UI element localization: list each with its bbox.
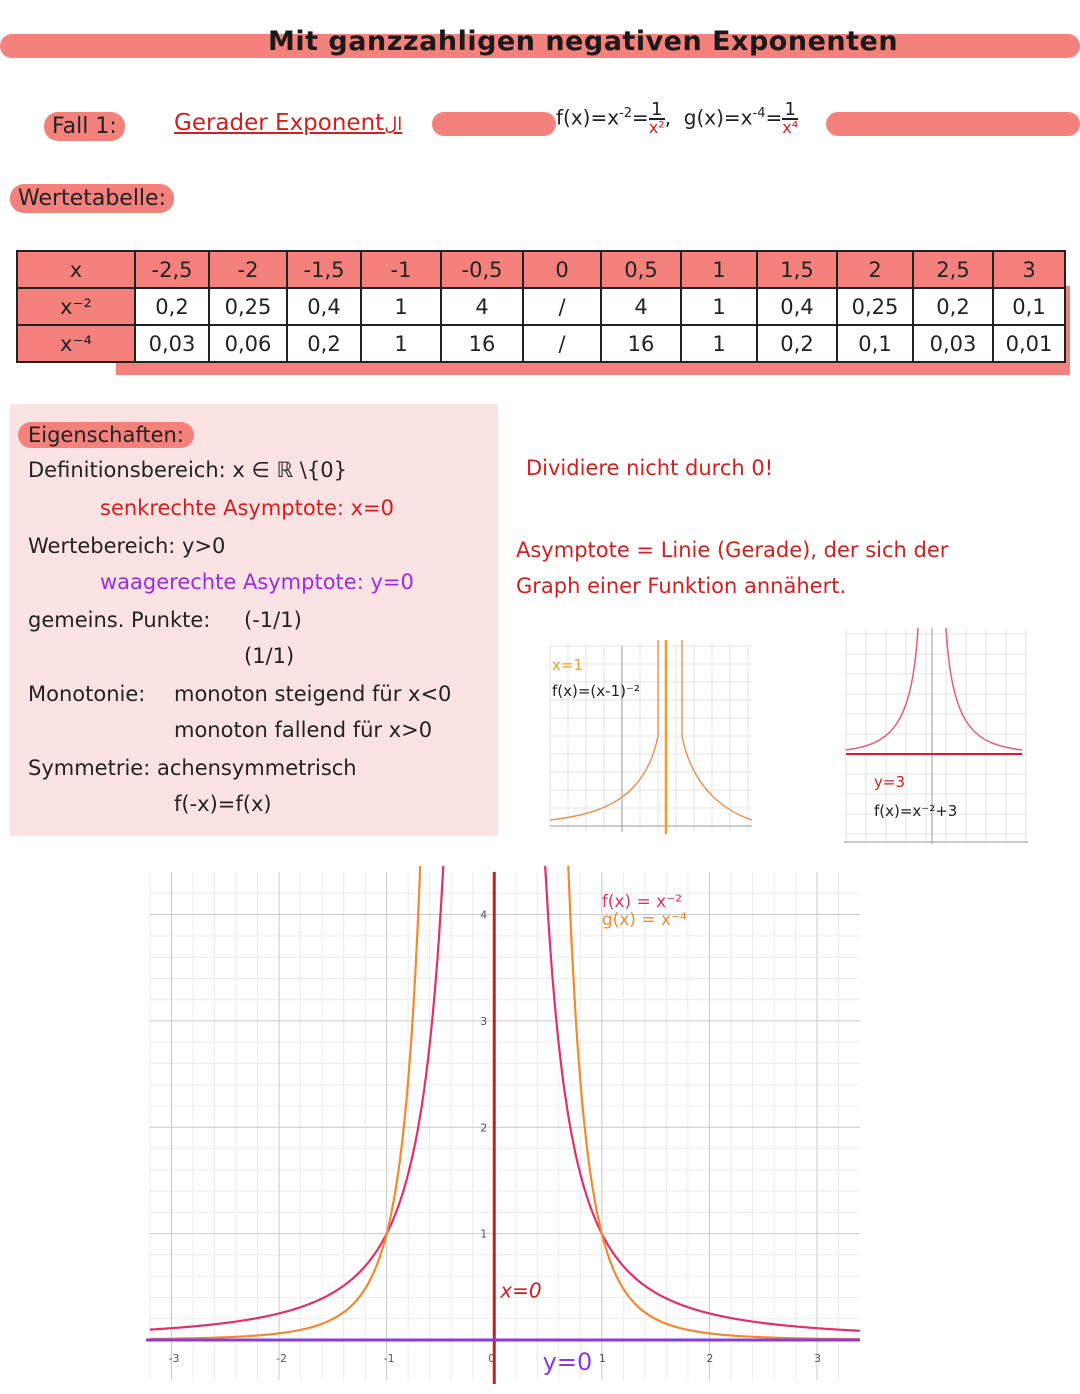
monotony-label: Monotonie:: [28, 682, 146, 706]
table-cell: /: [523, 325, 601, 362]
table-cell: 1,5: [757, 251, 837, 288]
table-cell: -1: [361, 251, 441, 288]
series-curve-right: [568, 866, 861, 1339]
chart-annotation-vertical-asymptote: x=0: [500, 1278, 542, 1303]
chart-legend-f: f(x) = x⁻²: [601, 892, 683, 913]
y-tick-label: 4: [480, 908, 488, 922]
chart-annotation-horizontal-asymptote: y=0: [542, 1348, 593, 1376]
table-cell: 0,4: [757, 288, 837, 325]
table-cell: 0,1: [993, 288, 1065, 325]
case-title: [174, 110, 402, 136]
x-tick-label: -3: [168, 1352, 180, 1365]
table-cell: 2: [837, 251, 913, 288]
common-point-1: (-1/1): [244, 608, 302, 632]
small-graph-2: [840, 624, 1030, 848]
table-cell: 0: [523, 251, 601, 288]
small-graph-1-asymptote-label: x=1: [552, 656, 583, 674]
formula-f: f(x)=x: [556, 105, 620, 130]
symmetry-formula: f(-x)=f(x): [174, 792, 272, 816]
frac-f-num: 1: [649, 102, 665, 120]
table-cell: 1: [361, 288, 441, 325]
horizontal-asymptote-text: waagerechte Asymptote: y=0: [100, 570, 414, 594]
table-cell: 0,03: [913, 325, 993, 362]
chart-series: [150, 866, 860, 1339]
table-cell: 0,2: [135, 288, 209, 325]
table-cell: 0,2: [757, 325, 837, 362]
table-cell: 16: [441, 325, 523, 362]
frac-f: [648, 99, 665, 137]
formula: $f(x)=x^{-2}=$ $\frac{1}{\text{x²}}$ , $g(x)=x^{-4}=$ $\frac{1}{\text{x⁴}}$: [556, 99, 799, 137]
small-graph-2-asymptote-label: y=3: [874, 773, 905, 791]
table-cell: 0,03: [135, 325, 209, 362]
table-cell: 1: [681, 251, 757, 288]
table-row-xneg2: [17, 288, 1065, 325]
common-points-label: gemeins. Punkte:: [28, 608, 211, 632]
table-cell: 16: [601, 325, 681, 362]
monotony-2: monoton fallend für x>0: [174, 718, 433, 742]
table-cell: 4: [441, 288, 523, 325]
table-cell: -0,5: [441, 251, 523, 288]
monotony-1: monoton steigend für x<0: [174, 682, 452, 706]
small-graph-1-function-label: f(x)=(x-1)⁻²: [552, 682, 640, 700]
formula-f-exp: -2: [619, 105, 633, 121]
frac-g: [782, 99, 799, 137]
value-table: [16, 250, 1066, 363]
table-cell: -2: [209, 251, 287, 288]
frac-g-num: 1: [782, 102, 798, 120]
asymptote-definition-2: Graph einer Funktion annähert.: [516, 574, 847, 598]
y-tick-label: 3: [480, 1014, 488, 1028]
table-cell: 3: [993, 251, 1065, 288]
small-graph-2-curve-left: [846, 628, 918, 750]
x-tick-label: 0: [488, 1352, 496, 1365]
row-header: x⁻²: [17, 288, 135, 325]
range-text: Wertebereich: y>0: [28, 534, 226, 558]
divide-warning: Dividiere nicht durch 0!: [526, 456, 774, 480]
table-cell: -1,5: [287, 251, 361, 288]
small-graph-1: [546, 636, 756, 846]
case-label: Fall 1:: [44, 112, 125, 141]
domain-text: Definitionsbereich: x ∈ ℝ \{0}: [28, 458, 347, 482]
x-tick-label: -1: [383, 1352, 395, 1365]
table-row-x: [17, 251, 1065, 288]
table-cell: /: [523, 288, 601, 325]
table-cell: 1: [681, 325, 757, 362]
frac-f-den: x²: [648, 118, 665, 137]
table-cell: 4: [601, 288, 681, 325]
chart-grid-minor: [150, 872, 860, 1380]
x-tick-label: 1: [598, 1352, 606, 1365]
chart-legend-g: g(x) = x⁻⁴: [601, 910, 687, 931]
table-cell: 2,5: [913, 251, 993, 288]
page-title: Mit ganzzahligen negativen Exponenten: [268, 26, 899, 57]
x-tick-label: 3: [813, 1352, 821, 1365]
asymptote-definition-1: Asymptote = Linie (Gerade), der sich der: [516, 538, 949, 562]
main-chart: [140, 866, 870, 1388]
vertical-asymptote-text: senkrechte Asymptote: x=0: [100, 496, 394, 520]
y-tick-label: 2: [480, 1121, 488, 1135]
small-graph-2-curve-right: [946, 628, 1022, 750]
table-label: Wertetabelle:: [10, 184, 174, 213]
header-bar-right: [826, 112, 1080, 136]
x-tick-label: 2: [706, 1352, 714, 1365]
table-cell: 0,25: [209, 288, 287, 325]
common-point-2: (1/1): [244, 644, 295, 668]
series-curve-left: [150, 866, 421, 1339]
x-tick-label: -2: [276, 1352, 288, 1365]
chart-grid-major: [150, 872, 860, 1380]
table-cell: 1: [361, 325, 441, 362]
table-cell: 0,01: [993, 325, 1065, 362]
table-cell: 0,4: [287, 288, 361, 325]
table-cell: 0,25: [837, 288, 913, 325]
table-cell: 0,5: [601, 251, 681, 288]
case-title-text: Gerader Exponent: [174, 110, 385, 136]
row-header: x⁻⁴: [17, 325, 135, 362]
formula-g: g(x)=x: [683, 105, 753, 130]
symmetry-text: Symmetrie: achensymmetrisch: [28, 756, 357, 780]
table-cell: 1: [681, 288, 757, 325]
table-cell: 0,1: [837, 325, 913, 362]
small-graph-1-curve-right: [682, 640, 752, 820]
table-cell: 0,2: [287, 325, 361, 362]
table-cell: 0,2: [913, 288, 993, 325]
frac-g-den: x⁴: [782, 118, 799, 137]
properties-heading: Eigenschaften:: [18, 422, 194, 448]
table-cell: 0,06: [209, 325, 287, 362]
squiggle-icon: ال: [384, 114, 403, 135]
y-tick-label: 1: [480, 1227, 488, 1241]
formula-g-exp: -4: [752, 105, 766, 121]
table-cell: -2,5: [135, 251, 209, 288]
table-row-xneg4: [17, 325, 1065, 362]
header-bar-left: [432, 112, 556, 136]
row-header: x: [17, 251, 135, 288]
small-graph-2-function-label: f(x)=x⁻²+3: [874, 802, 958, 820]
